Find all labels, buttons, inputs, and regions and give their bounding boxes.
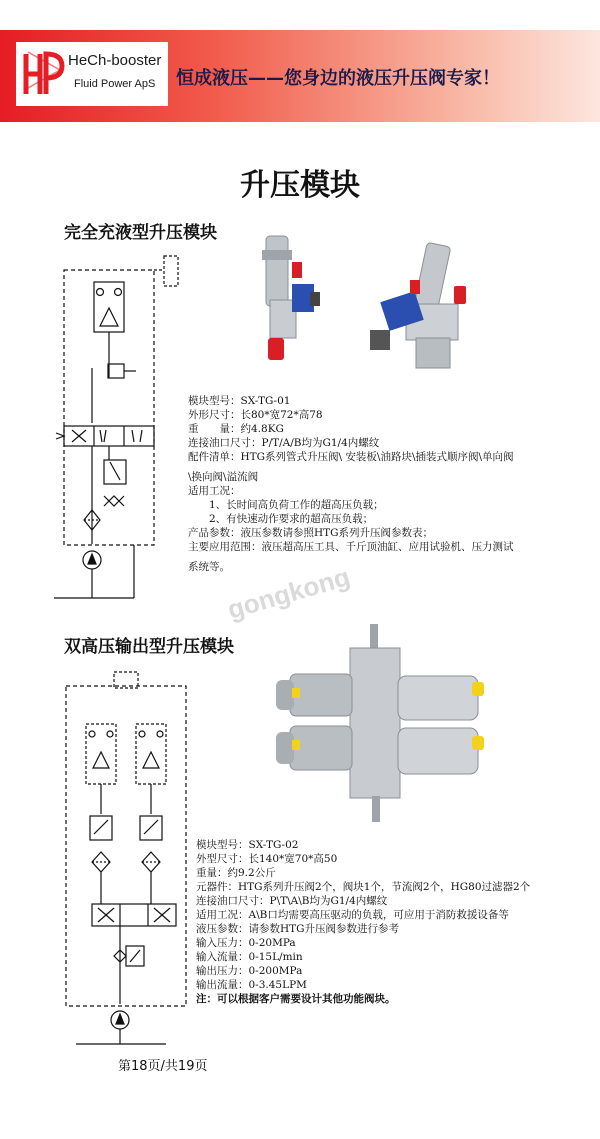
spec-line: 适用工况：A\B口均需要高压驱动的负载，可应用于消防救援设备等 (196, 909, 509, 921)
spec-line: 连接油口尺寸：P/T/A/B均为G1/4内螺纹 (188, 437, 380, 449)
spec-line: 重 量：约4.8KG (188, 423, 284, 435)
section2-schematic-diagram (56, 664, 196, 1054)
spec-line: 输入流量：0-15L/min (196, 951, 303, 963)
spec-line: 外型尺寸：长140*宽70*高50 (196, 853, 338, 865)
spec-line: 连接油口尺寸：P\T\A\B均为G1/4内螺纹 (196, 895, 388, 907)
section1-spec-list (188, 394, 538, 574)
section2-title: 双高压输出型升压模块 (64, 637, 234, 657)
hp-logo-icon (22, 48, 66, 100)
spec-line: 适用工况： (188, 485, 241, 497)
spec-line: 主要应用范围：液压超高压工具、千斤顶油缸、应用试验机、压力测试 (188, 541, 514, 553)
spec-line: 输出流量：0-3.45LPM (196, 979, 307, 991)
page-title: 升压模块 (240, 168, 360, 203)
brand-logo (16, 42, 168, 106)
section2-module-photo (272, 618, 498, 828)
spec-line: 元器件：HTG系列升压阀2个，阀块1个，节流阀2个，HG80过滤器2个 (196, 881, 531, 893)
watermark: gongkong (224, 561, 354, 625)
brand-name: HeCh-booster (68, 52, 162, 69)
spec-line: 液压参数：请参数HTG升压阀参数进行参考 (196, 923, 400, 935)
spec-line: 重量：约9.2公斤 (196, 867, 276, 879)
spec-line: 2、有快速动作要求的超高压负载； (188, 513, 374, 525)
spec-line: 1、长时间高负荷工作的超高压负载； (188, 499, 384, 511)
spec-line: 输入压力：0-20MPa (196, 937, 296, 949)
spec-line: 产品参数：液压参数请参照HTG系列升压阀参数表； (188, 527, 434, 539)
section1-module-photo-angle (368, 238, 480, 378)
spec-line: 输出压力：0-200MPa (196, 965, 303, 977)
spec-line: 外形尺寸：长80*宽72*高78 (188, 409, 323, 421)
spec-line: 模块型号：SX-TG-01 (188, 395, 291, 407)
brand-subtitle: Fluid Power ApS (74, 78, 156, 90)
page-number: 第18页/共19页 (118, 1059, 208, 1074)
spec-line: 模块型号：SX-TG-02 (196, 839, 299, 851)
spec-note: 注：可以根据客户需要设计其他功能阀块。 (196, 993, 396, 1005)
spec-line: 系统等。 (188, 561, 230, 573)
slogan: 恒成液压——您身边的液压升压阀专家！ (176, 68, 500, 89)
section1-schematic-diagram (44, 248, 186, 608)
spec-line: 配件清单：HTG系列管式升压阀\ 安装板\油路块\插装式顺序阀\单向阀 (188, 451, 514, 463)
spec-line: \换向阀\溢流阀 (188, 471, 259, 483)
section1-title: 完全充液型升压模块 (64, 223, 217, 243)
section1-module-photo-front (252, 232, 330, 366)
section2-spec-list (196, 838, 556, 1006)
